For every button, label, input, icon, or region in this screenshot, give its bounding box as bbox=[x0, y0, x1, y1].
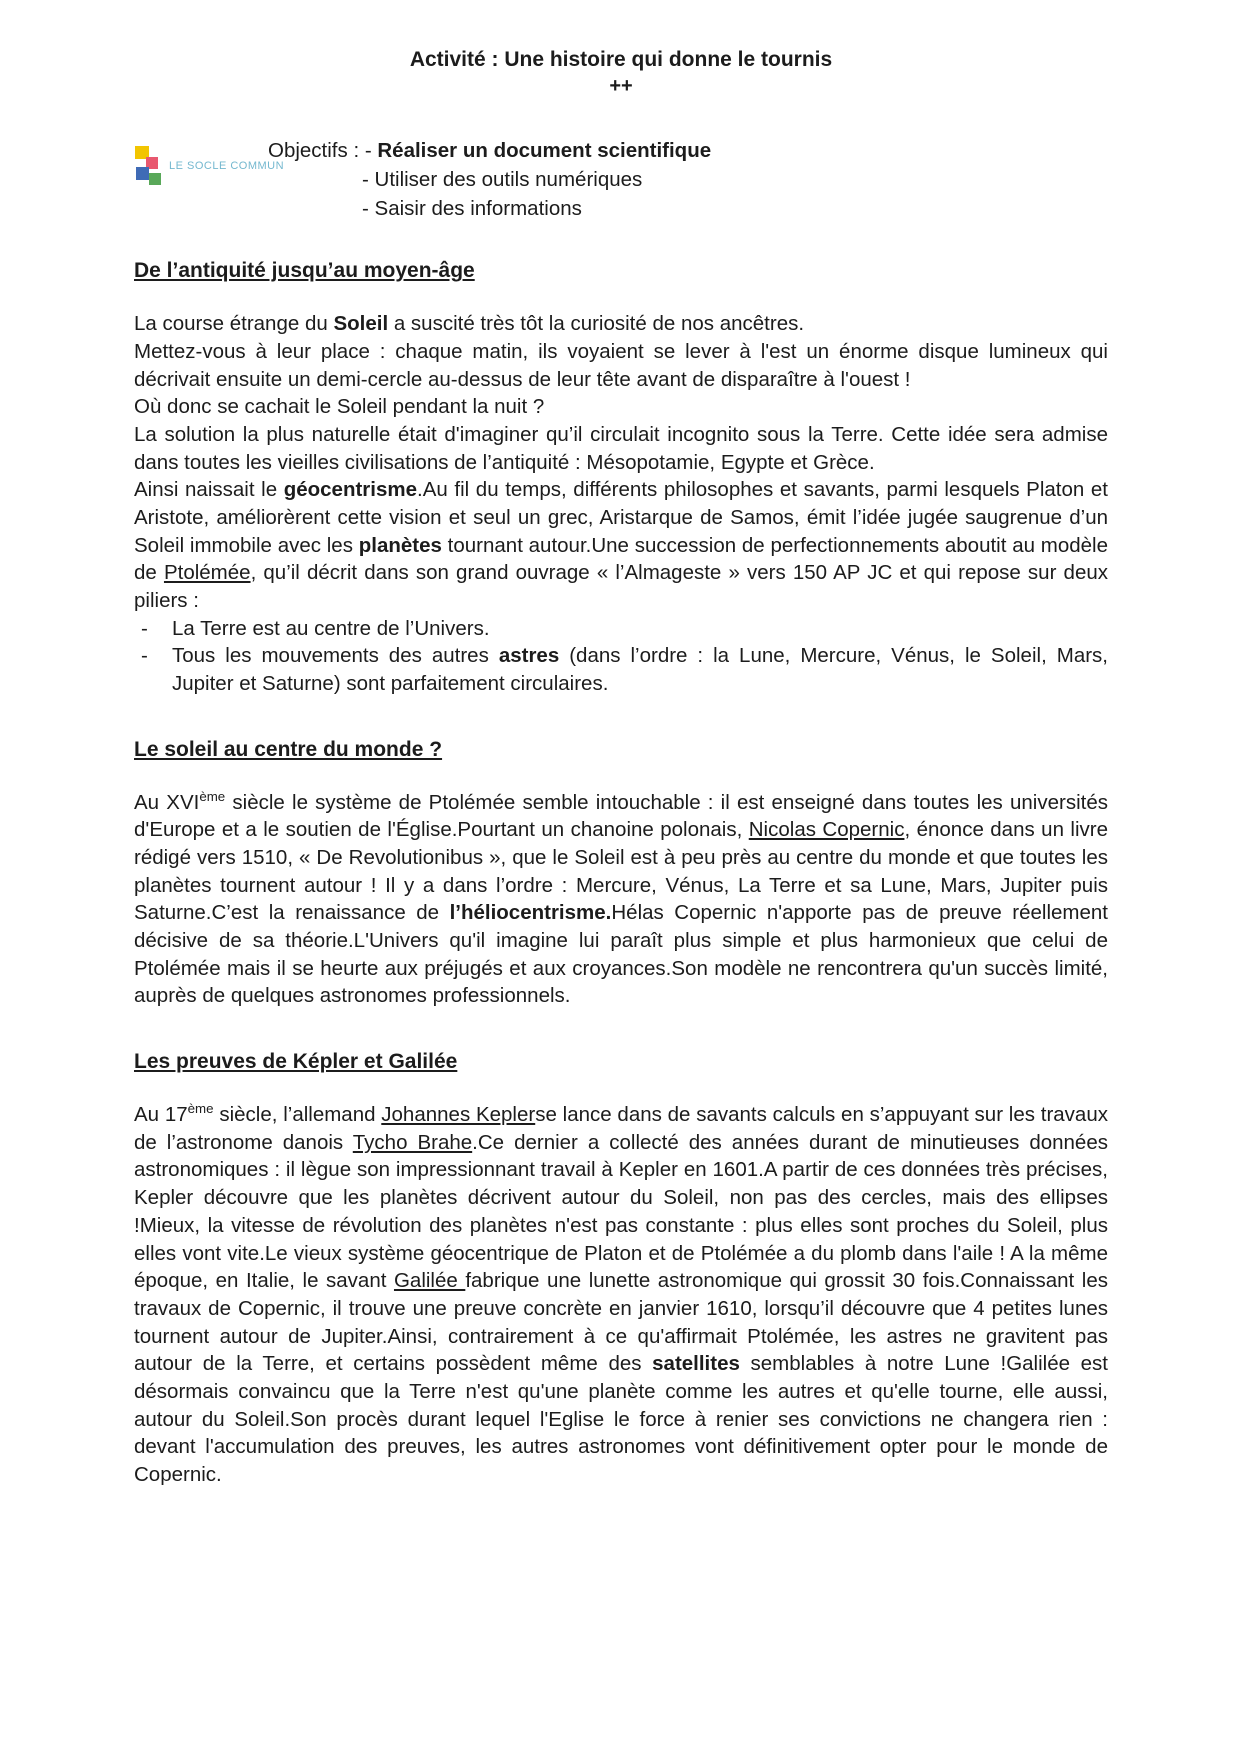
list-item bbox=[134, 615, 1108, 643]
paragraph: Au XVIème siècle le système de Ptolémée semble intouchable : il est enseigné dans toutes les universités d'Europe et a le soutien de l'Église.Pourtant un chanoine polonais, Nicolas Copernic, énonce dans un livre rédigé vers 1510, « De Revolutionibus », que le Soleil est à peu près au centre du monde et que toutes les planètes tournent autour ! Il y a dans l’ordre : Mercure, Vénus, La Terre et sa Lune, Mars, Jupiter puis Saturne.C’est la renaissance de l’héliocentrisme.Hélas Copernic n'apporte pas de preuve réellement décisive de sa théorie.L'Univers qu'il imagine lui paraît plus simple et plus harmonieux que celui de Ptolémée mais il se heurte aux préjugés et aux croyances.Son modèle ne rencontrera qu'un succès limité, auprès de quelques astronomes professionnels. bbox=[134, 788, 1109, 1008]
section-heading: Les preuves de Képler et Galilée bbox=[134, 1050, 458, 1074]
paragraph: Au 17ème siècle, l’allemand Johannes Keplerse lance dans de savants calculs en s’appuyant sur les travaux de l’astronome danois Tycho Brahe.Ce dernier a collecté des années durant de minutieuses données astronomiques : il lègue son impressionnant travail à Kepler en 1601.A partir de ces données très précises, Kepler découvre que les planètes décrivent autour du Soleil, non pas des cercles, mais des ellipses !Mieux, la vitesse de révolution des planètes n'est pas constante : plus elles sont proches du Soleil, plus elles vont vite.Le vieux système géocentrique de Platon et de Ptolémée a du plomb dans l'aile ! A la même époque, en Italie, le savant Galilée fabrique une lunette astronomique qui grossit 30 fois.Connaissant les travaux de Copernic, il trouve une preuve concrète en janvier 1610, lorsqu’il découvre que 4 petites lunes tournent autour de Jupiter.Ainsi, contrairement à ce qu'affirmait Ptolémée, les astres ne gravitent pas autour de la Terre, et certains possèdent même des satellites semblables à notre Lune !Galilée est désormais convaincu que la Terre n'est qu'une planète comme les autres et qu'elle tourne, elle aussi, autour du Soleil.Son procès durant lequel l'Eglise le force à renier ses convictions ne changera rien : devant l'accumulation des preuves, les autres astronomes vont définitivement opter pour le monde de Copernic. bbox=[134, 1101, 1108, 1486]
list-item-text: Tous les mouvements des autres astres (dans l’ordre : la Lune, Mercure, Vénus, le Soleil, Mars, Jupiter et Saturne) sont parfaitement circulaires. bbox=[172, 644, 1108, 696]
paragraph: Où donc se cachait le Soleil pendant la nuit ? bbox=[134, 395, 545, 419]
logo-label: LE SOCLE COMMUN bbox=[169, 160, 285, 173]
bullet-dash: - bbox=[141, 616, 148, 640]
bullet-dash: - bbox=[141, 644, 148, 668]
section-antiquite bbox=[134, 259, 1108, 697]
objectives-main: Réaliser un document scientifique bbox=[377, 139, 712, 163]
objectives-prefix: Objectifs : - bbox=[268, 139, 378, 163]
page-title: Activité : Une histoire qui donne le tournis bbox=[409, 48, 833, 71]
list-item bbox=[134, 642, 1108, 697]
difficulty-marker: ++ bbox=[609, 75, 633, 98]
objectives-item: - Saisir des informations bbox=[362, 196, 582, 220]
objectives-row bbox=[134, 137, 1108, 223]
colored-cubes-icon bbox=[134, 145, 164, 187]
objectives-item: - Utiliser des outils numériques bbox=[362, 167, 643, 191]
paragraph: Mettez-vous à leur place : chaque matin, ils voyaient se lever à l'est un énorme disque lumineux qui décrivait ensuite un demi-cercle au-dessus de leur tête avant de disparaître à l'ouest ! bbox=[134, 340, 1108, 391]
pillars-list bbox=[134, 615, 1108, 698]
section-soleil-centre bbox=[134, 738, 1108, 1010]
paragraph: La course étrange du Soleil a suscité très tôt la curiosité de nos ancêtres. bbox=[134, 312, 805, 336]
paragraph: Ainsi naissait le géocentrisme.Au fil du temps, différents philosophes et savants, parmi lesquels Platon et Aristote, améliorèrent cette vision et seul un grec, Aristarque de Samos, émit l’idée jugée saugrenue d’un Soleil immobile avec les planètes tournant autour.Une succession de perfectionnements aboutit au modèle de Ptolémée, qu’il décrit dans son grand ouvrage « l’Almageste » vers 150 AP JC et qui repose sur deux piliers : bbox=[134, 478, 1109, 613]
socle-commun-logo bbox=[134, 137, 285, 187]
section-kepler-galilee bbox=[134, 1050, 1108, 1488]
logo-block-green bbox=[149, 173, 161, 185]
logo-block-blue bbox=[136, 167, 149, 180]
section-heading: De l’antiquité jusqu’au moyen-âge bbox=[134, 259, 475, 283]
objectives-block bbox=[268, 137, 711, 223]
paragraph: La solution la plus naturelle était d'imaginer qu’il circulait incognito sous la Terre. Cette idée sera admise dans toutes les vieilles civilisations de l’antiquité : Mésopotamie, Egypte et Grèce. bbox=[134, 423, 1108, 474]
list-item-text: La Terre est au centre de l’Univers. bbox=[172, 616, 490, 640]
section-heading: Le soleil au centre du monde ? bbox=[134, 737, 443, 761]
objectives-line-1 bbox=[268, 137, 711, 166]
